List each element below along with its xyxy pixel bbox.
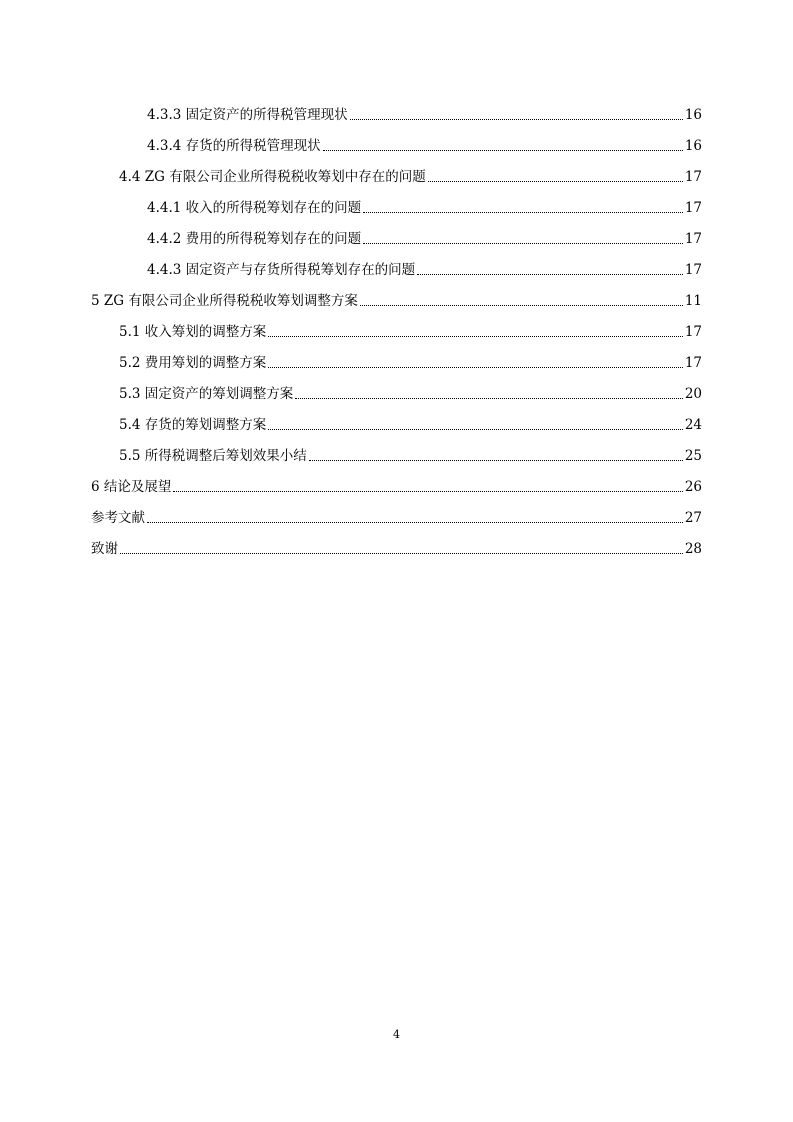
toc-entry-title: 4.3.4 存货的所得税管理现状 <box>147 138 321 154</box>
toc-entry-page: 25 <box>684 448 702 464</box>
toc-entry-title: 4.4.1 收入的所得税筹划存在的问题 <box>147 200 362 216</box>
toc-entry-title: 5 ZG 有限公司企业所得税税收筹划调整方案 <box>91 293 358 309</box>
toc-entry-title: 5.5 所得税调整后筹划效果小结 <box>119 448 307 464</box>
dot-leader <box>147 521 683 523</box>
toc-entry-5-4[interactable] <box>0 402 793 433</box>
toc-entry-5-1[interactable] <box>0 309 793 340</box>
toc-entry-acknowledgements[interactable] <box>0 526 793 557</box>
toc-entry-references[interactable] <box>0 495 793 526</box>
toc-entry-title: 4.3.3 固定资产的所得税管理现状 <box>147 107 348 123</box>
toc-entry-4-4-1[interactable] <box>0 185 793 216</box>
toc-entry-4-3-3[interactable] <box>0 92 793 123</box>
dot-leader <box>363 242 683 244</box>
toc-entry-title: 参考文献 <box>91 510 145 526</box>
table-of-contents <box>0 92 793 557</box>
toc-entry-page: 17 <box>684 200 702 216</box>
toc-entry-title: 5.1 收入筹划的调整方案 <box>119 324 267 340</box>
toc-entry-title: 4.4.2 费用的所得税筹划存在的问题 <box>147 231 362 247</box>
dot-leader <box>268 335 683 337</box>
dot-leader <box>309 459 683 461</box>
toc-entry-page: 17 <box>684 231 702 247</box>
toc-entry-page: 20 <box>684 386 702 402</box>
toc-entry-5-2[interactable] <box>0 340 793 371</box>
toc-entry-page: 17 <box>684 169 702 185</box>
toc-entry-title: 致谢 <box>91 541 118 557</box>
dot-leader <box>295 397 683 399</box>
toc-entry-5[interactable] <box>0 278 793 309</box>
toc-entry-page: 26 <box>684 479 702 495</box>
toc-entry-4-4-3[interactable] <box>0 247 793 278</box>
dot-leader <box>363 211 683 213</box>
toc-entry-title: 5.2 费用筹划的调整方案 <box>119 355 267 371</box>
toc-entry-title: 5.3 固定资产的筹划调整方案 <box>119 386 294 402</box>
dot-leader <box>350 118 683 120</box>
dot-leader <box>120 552 683 554</box>
toc-entry-page: 28 <box>684 541 702 557</box>
dot-leader <box>323 149 683 151</box>
toc-entry-page: 17 <box>684 262 702 278</box>
toc-entry-5-3[interactable] <box>0 371 793 402</box>
dot-leader <box>173 490 682 492</box>
toc-entry-4-4-2[interactable] <box>0 216 793 247</box>
page-number: 4 <box>393 1028 400 1041</box>
toc-entry-5-5[interactable] <box>0 433 793 464</box>
dot-leader <box>360 304 683 306</box>
toc-entry-4-4[interactable] <box>0 154 793 185</box>
dot-leader <box>417 273 683 275</box>
toc-entry-6[interactable] <box>0 464 793 495</box>
toc-entry-page: 27 <box>684 510 702 526</box>
toc-entry-page: 11 <box>684 293 702 309</box>
toc-entry-page: 24 <box>684 417 702 433</box>
toc-entry-page: 16 <box>684 107 702 123</box>
toc-entry-page: 17 <box>684 355 702 371</box>
toc-entry-page: 17 <box>684 324 702 340</box>
toc-entry-title: 4.4 ZG 有限公司企业所得税税收筹划中存在的问题 <box>119 169 426 185</box>
toc-entry-title: 5.4 存货的筹划调整方案 <box>119 417 267 433</box>
dot-leader <box>268 428 683 430</box>
toc-entry-4-3-4[interactable] <box>0 123 793 154</box>
toc-entry-title: 4.4.3 固定资产与存货所得税筹划存在的问题 <box>147 262 416 278</box>
toc-entry-page: 16 <box>684 138 702 154</box>
toc-entry-title: 6 结论及展望 <box>91 479 172 495</box>
dot-leader <box>428 180 683 182</box>
dot-leader <box>268 366 683 368</box>
